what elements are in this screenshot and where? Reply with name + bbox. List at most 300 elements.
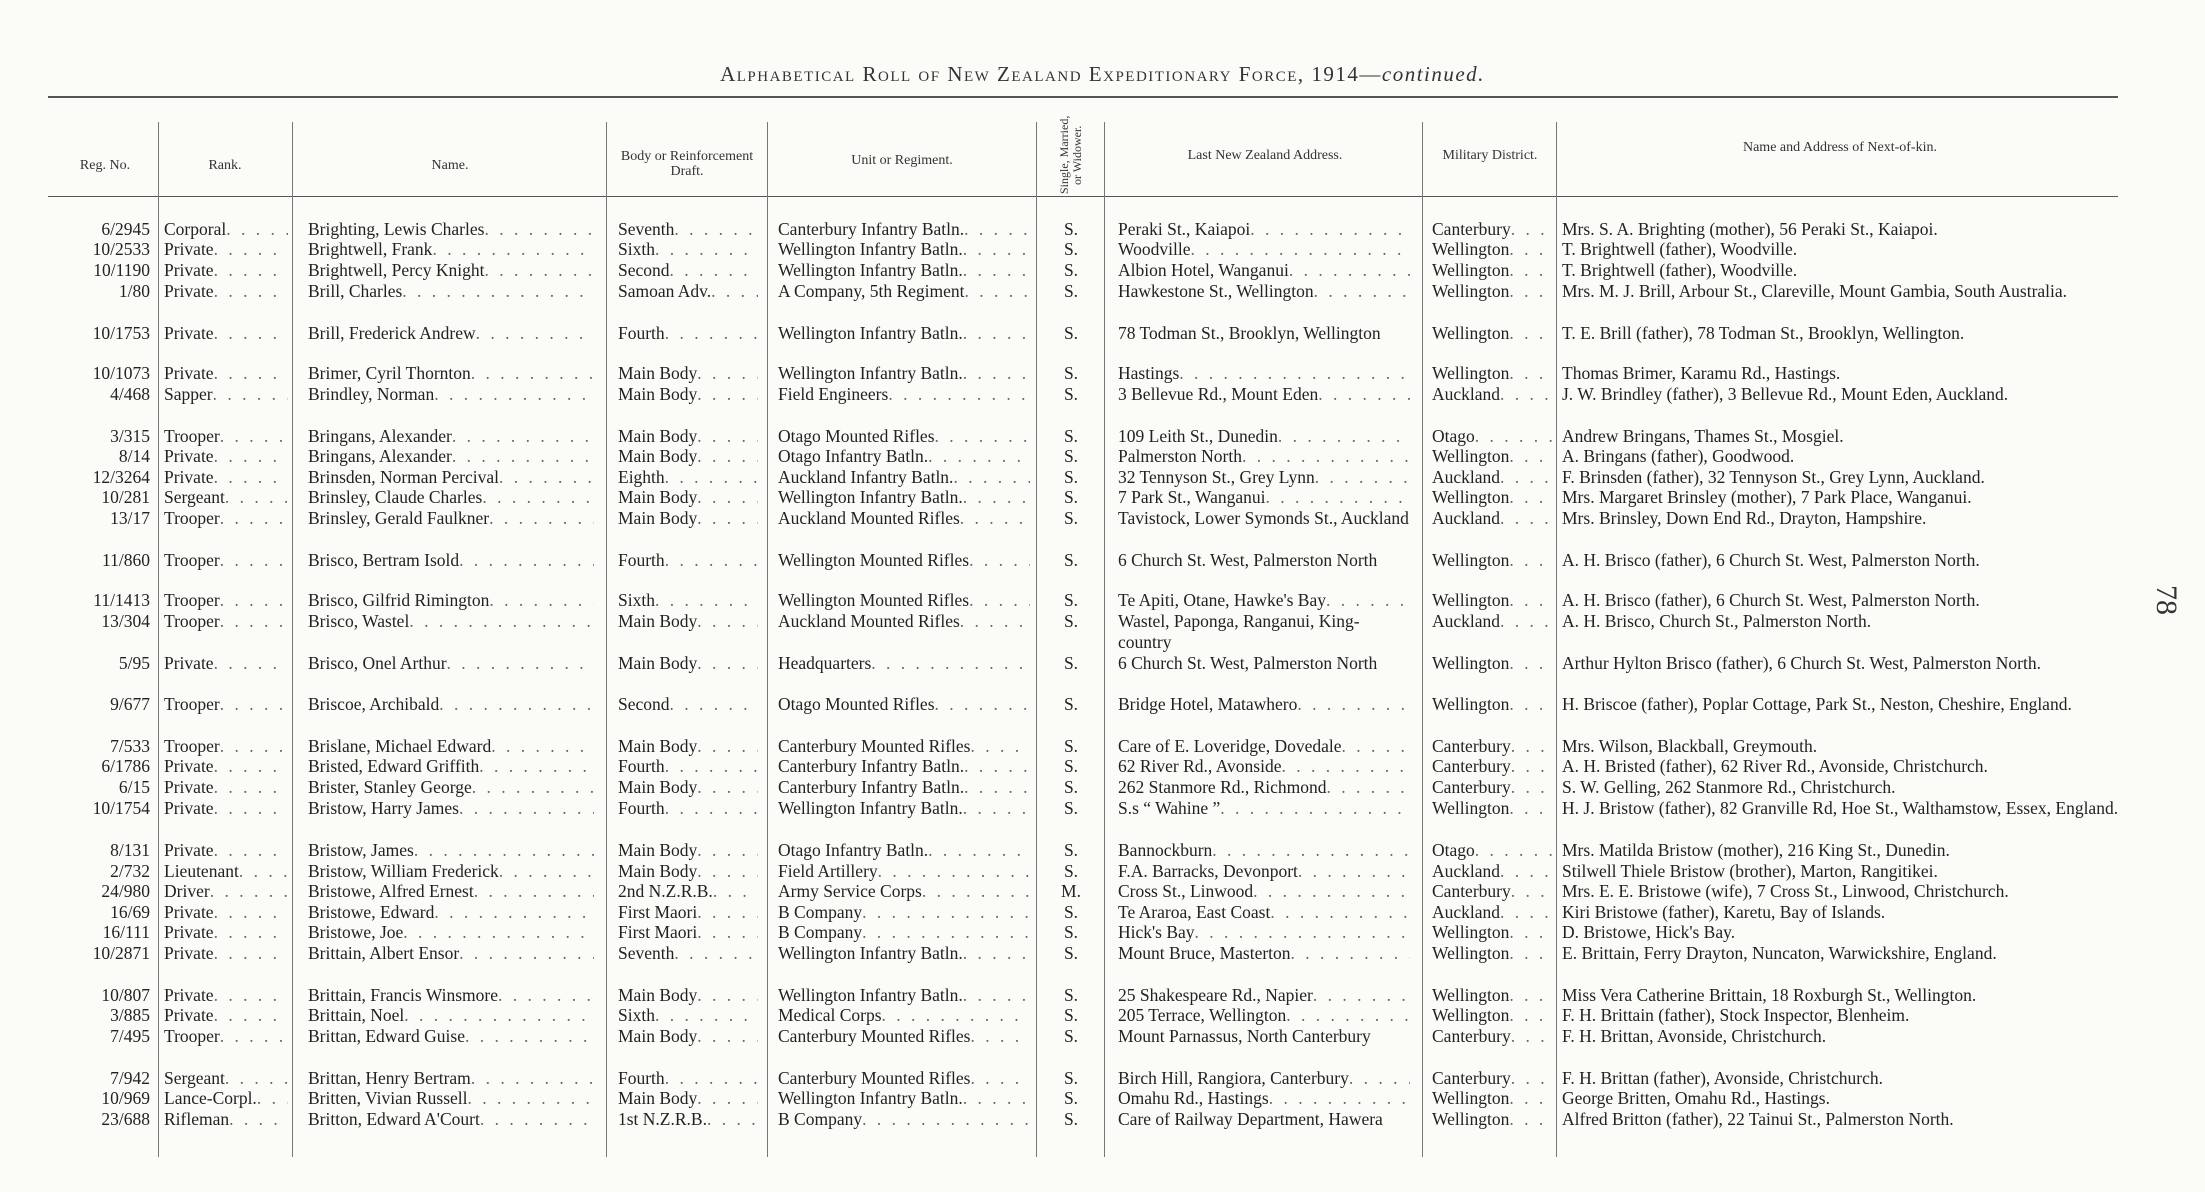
leader-dots <box>1509 943 1554 964</box>
cell-text: Private <box>164 467 214 487</box>
cell-text: Brimer, Cyril Thornton <box>308 363 471 383</box>
leader-dots <box>432 239 594 260</box>
cell-unit <box>778 943 1030 964</box>
leader-dots <box>1318 384 1410 405</box>
column-divider <box>1556 122 1557 1157</box>
cell-name <box>308 840 594 861</box>
cell-address <box>1118 239 1410 260</box>
cell-rank <box>164 550 288 571</box>
page-title-suffix: continued. <box>1381 62 1485 86</box>
cell-district <box>1432 363 1554 384</box>
cell-rank <box>164 756 288 777</box>
leader-dots <box>697 611 758 632</box>
cell-text: Corporal <box>164 219 227 239</box>
cell-name <box>308 1109 594 1130</box>
leader-dots <box>414 840 594 861</box>
cell-text: 1st N.Z.R.B. <box>618 1109 707 1129</box>
cell-name <box>308 902 594 923</box>
leader-dots <box>935 426 1030 447</box>
cell-text: Briscoe, Archibald <box>308 694 440 714</box>
cell-text: Wellington Infantry Batln. <box>778 943 963 963</box>
page-number: 78 <box>2150 585 2183 615</box>
cell-marital-status: S. <box>1063 736 1079 756</box>
cell-rank <box>164 487 288 508</box>
cell-name <box>308 1005 594 1026</box>
leader-dots <box>655 239 758 260</box>
header-draft: Body or Reinforcement Draft. <box>620 149 754 179</box>
column-divider <box>767 122 768 1157</box>
cell-text: Canterbury Infantry Batln. <box>778 777 965 797</box>
cell-text: Wellington Infantry Batln. <box>778 798 963 818</box>
leader-dots <box>882 1005 1030 1026</box>
cell-draft <box>618 487 758 508</box>
cell-text: Private <box>164 653 214 673</box>
cell-text: Wellington <box>1432 1109 1510 1129</box>
cell-unit <box>778 323 1030 344</box>
cell-rank <box>164 694 288 715</box>
cell-text: Canterbury <box>1432 736 1511 756</box>
cell-rank <box>164 777 288 798</box>
cell-text: Private <box>164 756 214 776</box>
leader-dots <box>935 694 1030 715</box>
leader-dots <box>1286 1005 1410 1026</box>
cell-text: Private <box>164 260 214 280</box>
cell-draft <box>618 840 758 861</box>
leader-dots <box>970 736 1030 757</box>
cell-address <box>1118 777 1410 798</box>
cell-text: Brittain, Albert Ensor <box>308 943 460 963</box>
cell-text: Wellington Infantry Batln. <box>778 260 963 280</box>
leader-dots <box>220 590 288 611</box>
cell-marital-status: S. <box>1063 281 1079 301</box>
cell-text: Wellington <box>1432 550 1510 570</box>
header-district: Military District. <box>1442 147 1538 163</box>
top-rule <box>48 96 2118 98</box>
cell-text: Trooper <box>164 508 220 528</box>
cell-text: Canterbury <box>1432 219 1511 239</box>
cell-name <box>308 363 594 384</box>
cell-district <box>1432 590 1554 611</box>
leader-dots <box>1509 281 1554 302</box>
cell-rank <box>164 239 288 260</box>
leader-dots <box>214 985 288 1006</box>
cell-next-of-kin: E. Brittain, Ferry Drayton, Nuncaton, Warwickshire, England. <box>1562 943 1997 963</box>
cell-draft <box>618 756 758 777</box>
leader-dots <box>491 736 594 757</box>
leader-dots <box>214 467 288 488</box>
cell-text: B Company <box>778 1109 863 1129</box>
leader-dots <box>1190 239 1410 260</box>
cell-text: Fourth <box>618 798 665 818</box>
cell-text: Private <box>164 943 214 963</box>
leader-dots <box>471 363 594 384</box>
cell-text: Otago <box>1432 426 1475 446</box>
cell-text: Canterbury <box>1432 881 1511 901</box>
cell-address <box>1118 467 1410 488</box>
cell-address: Wastel, Paponga, Ranganui, King-country <box>1118 611 1360 652</box>
leader-dots <box>1500 611 1554 632</box>
leader-dots <box>862 1109 1030 1130</box>
cell-address <box>1118 260 1410 281</box>
cell-text: Peraki St., Kaiapoi <box>1118 219 1251 239</box>
cell-draft <box>618 985 758 1006</box>
cell-reg-no: 7/942 <box>110 1068 150 1088</box>
leader-dots <box>1509 1005 1554 1026</box>
cell-text: 25 Shakespeare Rd., Napier <box>1118 985 1313 1005</box>
cell-unit <box>778 446 1030 467</box>
leader-dots <box>1509 653 1554 674</box>
cell-name <box>308 426 594 447</box>
leader-dots <box>953 467 1030 488</box>
cell-text: Auckland <box>1432 611 1501 631</box>
leader-dots <box>1313 985 1410 1006</box>
cell-text: Brighting, Lewis Charles <box>308 219 485 239</box>
cell-reg-no: 23/688 <box>101 1109 150 1129</box>
cell-text: Trooper <box>164 694 220 714</box>
leader-dots <box>1270 902 1410 923</box>
leader-dots <box>928 446 1030 467</box>
cell-text: 7 Park St., Wanganui <box>1118 487 1266 507</box>
cell-text: Samoan Adv. <box>618 281 712 301</box>
cell-next-of-kin: F. Brinsden (father), 32 Tennyson St., Grey Lynn, Auckland. <box>1562 467 1985 487</box>
leader-dots <box>220 694 288 715</box>
leader-dots <box>960 611 1030 632</box>
cell-address <box>1118 1088 1410 1109</box>
leader-dots <box>1266 487 1411 508</box>
cell-text: Brinsley, Claude Charles <box>308 487 483 507</box>
cell-text: Sixth <box>618 590 655 610</box>
cell-text: F.A. Barracks, Devonport <box>1118 861 1298 881</box>
header-name: Name. <box>431 157 469 173</box>
cell-address <box>1118 219 1410 240</box>
cell-next-of-kin: T. E. Brill (father), 78 Todman St., Brooklyn, Wellington. <box>1562 323 1965 343</box>
cell-marital-status: S. <box>1063 777 1079 797</box>
cell-text: Main Body <box>618 777 698 797</box>
cell-text: Main Body <box>618 840 698 860</box>
header-reg-no: Reg. No. <box>79 157 131 173</box>
cell-text: Auckland Mounted Rifles <box>778 611 960 631</box>
cell-district <box>1432 902 1554 923</box>
cell-district <box>1432 426 1554 447</box>
leader-dots <box>670 694 758 715</box>
cell-text: Private <box>164 363 214 383</box>
leader-dots <box>963 239 1030 260</box>
cell-text: Private <box>164 777 214 797</box>
leader-dots <box>697 363 758 384</box>
leader-dots <box>665 323 758 344</box>
cell-marital-status: S. <box>1063 943 1079 963</box>
leader-dots <box>1509 985 1554 1006</box>
cell-text: Cross St., Linwood <box>1118 881 1254 901</box>
cell-name <box>308 467 594 488</box>
cell-name <box>308 694 594 715</box>
cell-text: Main Body <box>618 487 698 507</box>
cell-marital-status: S. <box>1063 861 1079 881</box>
leader-dots <box>707 1109 758 1130</box>
leader-dots <box>1314 281 1410 302</box>
cell-name <box>308 1068 594 1089</box>
cell-address <box>1118 902 1410 923</box>
leader-dots <box>220 611 288 632</box>
cell-district <box>1432 777 1554 798</box>
cell-address <box>1118 281 1410 302</box>
leader-dots <box>452 426 594 447</box>
cell-next-of-kin: Mrs. E. E. Bristowe (wife), 7 Cross St., Linwood, Christchurch. <box>1562 881 2009 901</box>
cell-text: Brittain, Francis Winsmore <box>308 985 498 1005</box>
cell-next-of-kin: S. W. Gelling, 262 Stanmore Rd., Christchurch. <box>1562 777 1896 797</box>
cell-text: Brisco, Bertram Isold <box>308 550 460 570</box>
cell-unit <box>778 260 1030 281</box>
leader-dots <box>697 487 758 508</box>
cell-text: Canterbury <box>1432 777 1511 797</box>
cell-text: Te Araroa, East Coast <box>1118 902 1271 922</box>
cell-reg-no: 7/495 <box>110 1026 150 1046</box>
leader-dots <box>1278 426 1410 447</box>
cell-text: Wellington Infantry Batln. <box>778 239 963 259</box>
cell-text: Canterbury Mounted Rifles <box>778 1068 971 1088</box>
leader-dots <box>1509 363 1554 384</box>
cell-next-of-kin: Mrs. M. J. Brill, Arbour St., Clareville, Mount Gambia, South Australia. <box>1562 281 2068 301</box>
cell-text: Omahu Rd., Hastings <box>1118 1088 1269 1108</box>
cell-next-of-kin: H. Briscoe (father), Poplar Cottage, Park St., Neston, Cheshire, England. <box>1562 694 2072 714</box>
cell-reg-no: 10/1753 <box>92 323 150 343</box>
cell-text: Wellington <box>1432 590 1510 610</box>
cell-name <box>308 922 594 943</box>
cell-text: Seventh <box>618 943 675 963</box>
cell-text: Hastings <box>1118 363 1180 383</box>
leader-dots <box>1500 467 1554 488</box>
cell-text: Private <box>164 323 214 343</box>
leader-dots <box>225 487 288 508</box>
cell-unit <box>778 922 1030 943</box>
cell-reg-no: 8/14 <box>118 446 150 466</box>
cell-marital-status: S. <box>1063 239 1079 259</box>
leader-dots <box>697 426 758 447</box>
leader-dots <box>964 756 1030 777</box>
cell-text: 2nd N.Z.R.B. <box>618 881 713 901</box>
cell-text: Brisco, Onel Arthur <box>308 653 447 673</box>
cell-reg-no: 10/281 <box>101 487 150 507</box>
leader-dots <box>697 384 758 405</box>
leader-dots <box>965 281 1031 302</box>
leader-dots <box>476 323 594 344</box>
cell-marital-status: M. <box>1061 881 1081 901</box>
cell-name <box>308 446 594 467</box>
cell-text: Brittain, Noel <box>308 1005 405 1025</box>
page-title: Alphabetical Roll of New Zealand Expeditionary Force, 1914—continued. <box>720 62 1485 86</box>
cell-address <box>1118 881 1410 902</box>
leader-dots <box>697 1026 758 1047</box>
cell-next-of-kin: Mrs. Brinsley, Down End Rd., Drayton, Hampshire. <box>1562 508 1927 528</box>
leader-dots <box>1475 840 1554 861</box>
leader-dots <box>214 798 288 819</box>
cell-marital-status: S. <box>1063 902 1079 922</box>
cell-name <box>308 281 594 302</box>
cell-text: Care of E. Loveridge, Dovedale <box>1118 736 1342 756</box>
leader-dots <box>214 239 288 260</box>
leader-dots <box>1298 861 1410 882</box>
cell-text: Private <box>164 446 214 466</box>
cell-address <box>1118 1068 1410 1089</box>
leader-dots <box>713 881 758 902</box>
cell-address <box>1118 590 1410 611</box>
leader-dots <box>489 590 594 611</box>
cell-rank <box>164 1026 288 1047</box>
cell-text: Otago Mounted Rifles <box>778 426 935 446</box>
leader-dots <box>459 943 594 964</box>
cell-text: Wellington Infantry Batln. <box>778 985 963 1005</box>
leader-dots <box>214 260 288 281</box>
leader-dots <box>670 260 758 281</box>
leader-dots <box>459 798 594 819</box>
cell-marital-status: S. <box>1063 550 1079 570</box>
cell-district <box>1432 384 1554 405</box>
leader-dots <box>1326 590 1410 611</box>
leader-dots <box>220 1026 288 1047</box>
cell-district <box>1432 239 1554 260</box>
cell-name <box>308 861 594 882</box>
cell-address <box>1118 756 1410 777</box>
cell-text: Trooper <box>164 590 220 610</box>
cell-draft <box>618 1005 758 1026</box>
cell-text: Private <box>164 902 214 922</box>
cell-text: Woodville <box>1118 239 1191 259</box>
cell-unit <box>778 902 1030 923</box>
cell-text: S.s “ Wahine ” <box>1118 798 1221 818</box>
cell-name <box>308 611 594 632</box>
cell-text: Wellington <box>1432 798 1510 818</box>
cell-reg-no: 10/807 <box>101 985 150 1005</box>
leader-dots <box>465 1026 594 1047</box>
cell-text: Hick's Bay <box>1118 922 1195 942</box>
cell-text: Main Body <box>618 426 698 446</box>
cell-text: Otago Infantry Batln. <box>778 446 929 466</box>
leader-dots <box>220 550 288 571</box>
cell-rank <box>164 219 288 240</box>
leader-dots <box>229 1109 288 1130</box>
cell-text: Britton, Edward A'Court <box>308 1109 480 1129</box>
cell-reg-no: 3/315 <box>110 426 150 446</box>
cell-marital-status: S. <box>1063 260 1079 280</box>
cell-unit <box>778 1005 1030 1026</box>
cell-next-of-kin: Miss Vera Catherine Brittain, 18 Roxburgh St., Wellington. <box>1562 985 1977 1005</box>
leader-dots <box>1511 1026 1554 1047</box>
cell-rank <box>164 922 288 943</box>
cell-next-of-kin: Alfred Britton (father), 22 Tainui St., Palmerston North. <box>1562 1109 1954 1129</box>
cell-reg-no: 13/17 <box>110 508 150 528</box>
cell-unit <box>778 467 1030 488</box>
cell-text: 3 Bellevue Rd., Mount Eden <box>1118 384 1319 404</box>
cell-text: Seventh <box>618 219 675 239</box>
cell-text: Field Artillery <box>778 861 878 881</box>
cell-name <box>308 1088 594 1109</box>
cell-text: Second <box>618 260 670 280</box>
leader-dots <box>220 736 288 757</box>
cell-district <box>1432 550 1554 571</box>
cell-district <box>1432 798 1554 819</box>
cell-district <box>1432 446 1554 467</box>
cell-text: Canterbury <box>1432 1026 1511 1046</box>
cell-text: Main Body <box>618 653 698 673</box>
leader-dots <box>214 777 288 798</box>
cell-reg-no: 16/69 <box>110 902 150 922</box>
cell-unit <box>778 1088 1030 1109</box>
leader-dots <box>214 653 288 674</box>
cell-text: Wellington <box>1432 323 1510 343</box>
cell-reg-no: 10/969 <box>101 1088 150 1108</box>
cell-name <box>308 736 594 757</box>
cell-marital-status: S. <box>1063 426 1079 446</box>
cell-text: Fourth <box>618 756 665 776</box>
leader-dots <box>963 487 1030 508</box>
cell-unit <box>778 550 1030 571</box>
cell-text: Trooper <box>164 611 220 631</box>
cell-text: Brister, Stanley George <box>308 777 472 797</box>
leader-dots <box>214 446 288 467</box>
cell-text: Wellington Infantry Batln. <box>778 487 963 507</box>
cell-text: Brindley, Norman <box>308 384 435 404</box>
cell-next-of-kin: Arthur Hylton Brisco (father), 6 Church St. West, Palmerston North. <box>1562 653 2041 673</box>
cell-reg-no: 6/15 <box>118 777 150 797</box>
leader-dots <box>471 1068 594 1089</box>
leader-dots <box>697 736 758 757</box>
cell-marital-status: S. <box>1063 219 1079 239</box>
leader-dots <box>1509 239 1554 260</box>
cell-unit <box>778 487 1030 508</box>
cell-text: Main Body <box>618 861 698 881</box>
cell-text: Otago Mounted Rifles <box>778 694 935 714</box>
cell-rank <box>164 653 288 674</box>
leader-dots <box>1475 426 1554 447</box>
leader-dots <box>220 508 288 529</box>
leader-dots <box>434 384 594 405</box>
leader-dots <box>226 219 288 240</box>
cell-address <box>1118 798 1410 819</box>
cell-text: Private <box>164 281 214 301</box>
cell-next-of-kin: Kiri Bristowe (father), Karetu, Bay of Islands. <box>1562 902 1886 922</box>
cell-text: Canterbury <box>1432 756 1511 776</box>
leader-dots <box>1509 590 1554 611</box>
cell-text: Main Body <box>618 363 698 383</box>
leader-dots <box>964 777 1030 798</box>
cell-draft <box>618 653 758 674</box>
cell-rank <box>164 363 288 384</box>
cell-text: Trooper <box>164 550 220 570</box>
leader-dots <box>862 902 1030 923</box>
cell-address <box>1118 861 1410 882</box>
leader-dots <box>963 260 1030 281</box>
cell-address: Care of Railway Department, Hawera <box>1118 1109 1383 1129</box>
cell-text: Driver <box>164 881 210 901</box>
cell-district <box>1432 943 1554 964</box>
cell-rank <box>164 1088 288 1109</box>
leader-dots <box>970 1026 1030 1047</box>
cell-address <box>1118 736 1410 757</box>
cell-next-of-kin: D. Bristowe, Hick's Bay. <box>1562 922 1736 942</box>
leader-dots <box>482 487 594 508</box>
cell-draft <box>618 1109 758 1130</box>
cell-reg-no: 4/468 <box>110 384 150 404</box>
cell-draft <box>618 426 758 447</box>
cell-marital-status: S. <box>1063 653 1079 673</box>
cell-name <box>308 1026 594 1047</box>
column-divider <box>158 122 159 1157</box>
cell-next-of-kin: Andrew Bringans, Thames St., Mosgiel. <box>1562 426 1844 446</box>
cell-draft <box>618 219 758 240</box>
leader-dots <box>214 1005 288 1026</box>
leader-dots <box>489 508 594 529</box>
leader-dots <box>1179 363 1410 384</box>
